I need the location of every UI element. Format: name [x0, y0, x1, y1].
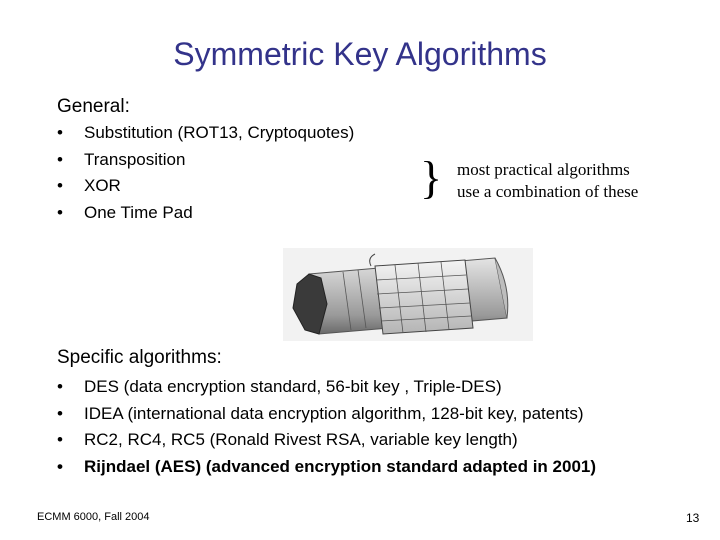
list-item: • XOR	[57, 173, 354, 200]
bullet-icon: •	[57, 456, 63, 476]
footer-course: ECMM 6000, Fall 2004	[37, 511, 150, 523]
bullet-icon: •	[57, 430, 63, 449]
general-list	[57, 120, 354, 226]
specific-label: Specific algorithms:	[57, 347, 222, 368]
slide-title: Symmetric Key Algorithms	[173, 36, 547, 72]
note-line: most practical algorithms	[457, 160, 630, 179]
bullet-icon: •	[57, 202, 63, 222]
page-number: 13	[686, 511, 700, 525]
general-label: General:	[57, 96, 130, 117]
bullet-icon: •	[57, 377, 63, 396]
bullet-icon: •	[57, 403, 63, 423]
brace-icon: }	[420, 152, 443, 203]
bullet-icon: •	[57, 123, 63, 142]
note-line: use a combination of these	[457, 182, 639, 201]
list-item: • DES (data encryption standard, 56-bit key , Triple-DES)	[57, 374, 596, 401]
combination-note	[457, 159, 638, 203]
specific-list	[57, 374, 596, 480]
bullet-icon: •	[57, 149, 63, 169]
scytale-cipher-image	[283, 248, 533, 341]
list-item: • Transposition	[57, 147, 354, 174]
list-item: • IDEA (international data encryption algorithm, 128-bit key, patents)	[57, 401, 596, 428]
list-item: • RC2, RC4, RC5 (Ronald Rivest RSA, variable key length)	[57, 427, 596, 454]
list-item: • Rijndael (AES) (advanced encryption standard adapted in 2001)	[57, 454, 596, 481]
bullet-icon: •	[57, 176, 63, 195]
list-item: • One Time Pad	[57, 200, 354, 227]
list-item: • Substitution (ROT13, Cryptoquotes)	[57, 120, 354, 147]
